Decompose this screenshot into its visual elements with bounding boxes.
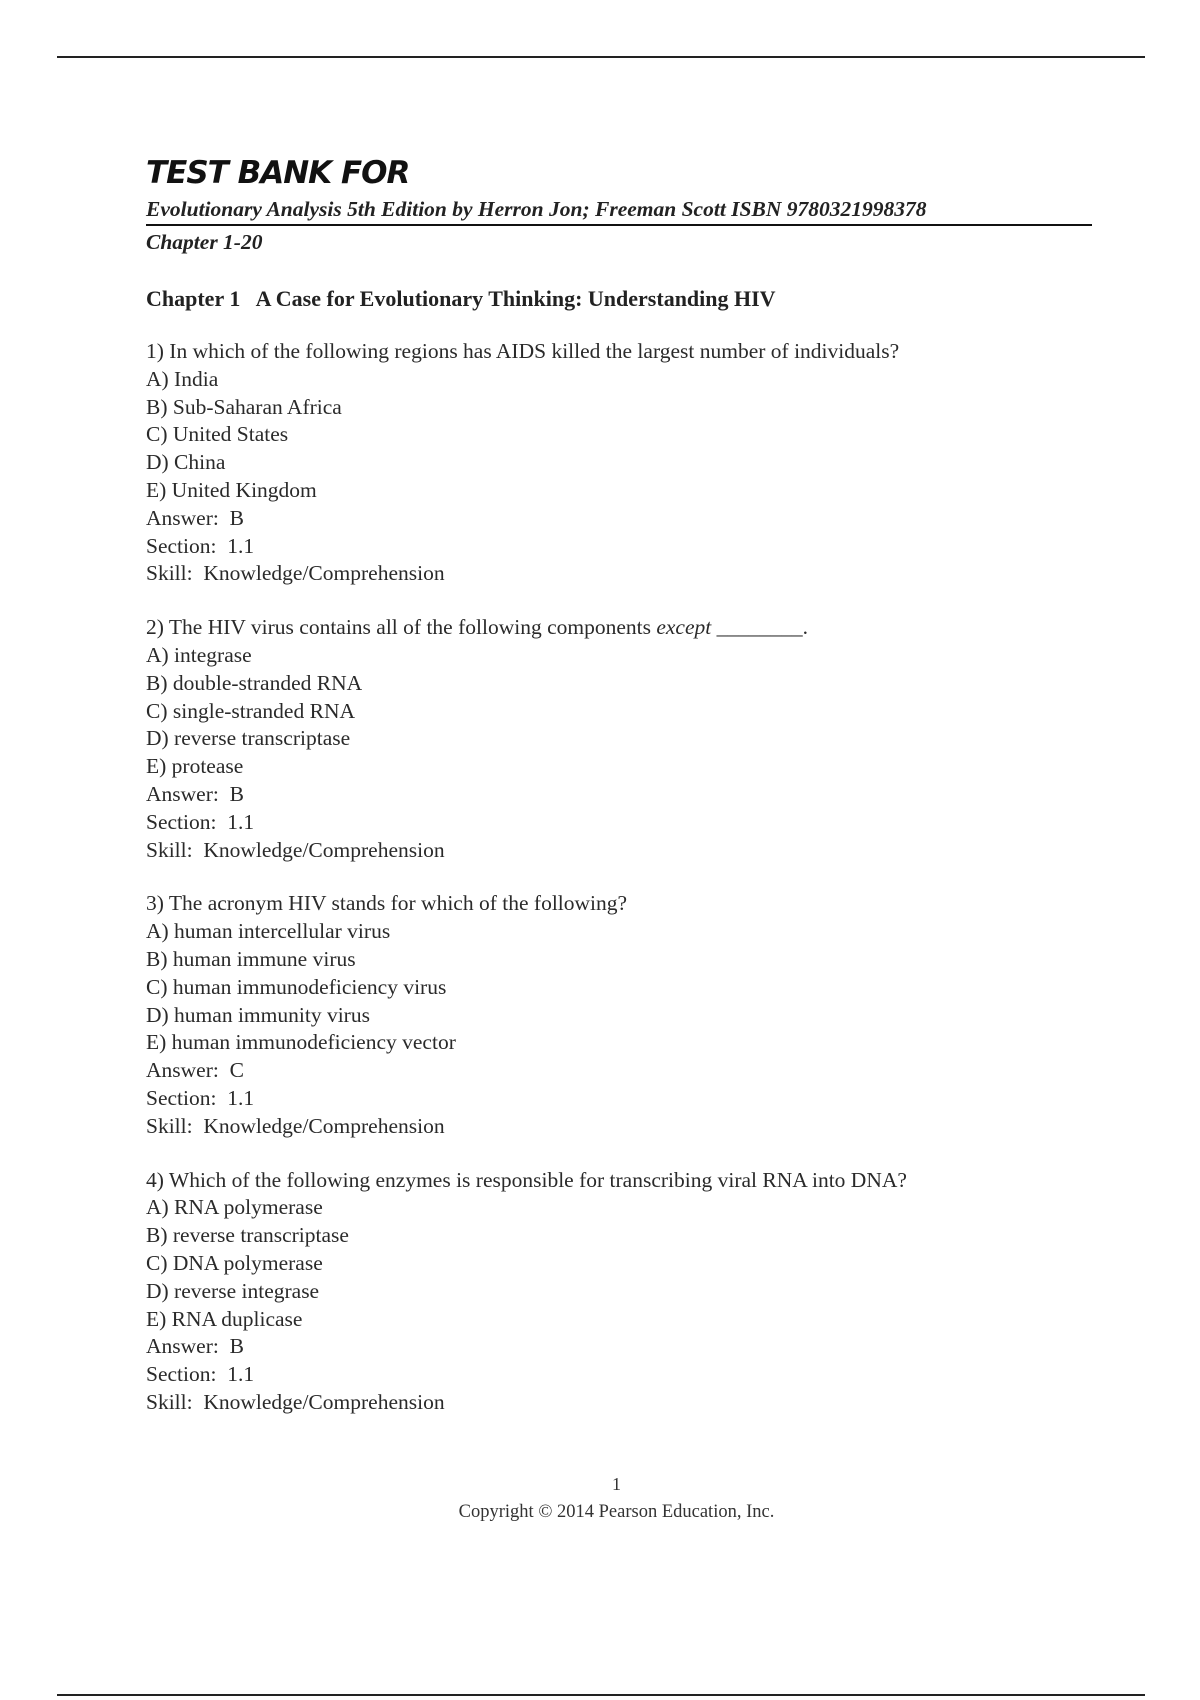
answer-option-e: E) human immunodeficiency vector bbox=[146, 1030, 456, 1055]
section-ref: Section: 1.1 bbox=[146, 809, 255, 834]
answer-option-d: D) China bbox=[146, 450, 226, 475]
copyright-notice: Copyright © 2014 Pearson Education, Inc. bbox=[458, 1502, 775, 1522]
page-number: 1 bbox=[612, 1474, 621, 1494]
answer-option-b: B) Sub-Saharan Africa bbox=[146, 394, 342, 419]
question-3 bbox=[146, 890, 1106, 1140]
question-4 bbox=[146, 1167, 1106, 1417]
question-stem bbox=[146, 614, 1106, 642]
stem-emphasis: except bbox=[656, 615, 712, 640]
answer-option-c: C) DNA polymerase bbox=[146, 1250, 323, 1275]
answer-option-b: B) reverse transcriptase bbox=[146, 1223, 349, 1248]
answer-option-a: A) RNA polymerase bbox=[146, 1195, 323, 1220]
question-list bbox=[146, 338, 1106, 1443]
answer-option-d: D) reverse transcriptase bbox=[146, 726, 351, 751]
answer-key: Answer: B bbox=[146, 1334, 244, 1359]
document-header bbox=[146, 152, 1092, 258]
section-ref: Section: 1.1 bbox=[146, 533, 255, 558]
answer-key: Answer: B bbox=[146, 505, 244, 530]
answer-option-c: C) United States bbox=[146, 422, 289, 447]
question-2 bbox=[146, 614, 1106, 864]
answer-option-c: C) human immunodeficiency virus bbox=[146, 974, 447, 999]
answer-option-e: E) protease bbox=[146, 754, 244, 779]
section-ref: Section: 1.1 bbox=[146, 1362, 255, 1387]
answer-option-e: E) United Kingdom bbox=[146, 477, 317, 502]
bottom-rule bbox=[57, 1694, 1145, 1696]
answer-option-e: E) RNA duplicase bbox=[146, 1306, 303, 1331]
question-1 bbox=[146, 338, 1106, 588]
section-ref: Section: 1.1 bbox=[146, 1085, 255, 1110]
top-rule bbox=[57, 56, 1145, 58]
stem-blank: ________. bbox=[711, 615, 808, 640]
skill-level: Skill: Knowledge/Comprehension bbox=[146, 1389, 445, 1414]
question-stem: 3) The acronym HIV stands for which of the following? bbox=[146, 891, 628, 916]
answer-option-d: D) reverse integrase bbox=[146, 1278, 320, 1303]
answer-option-a: A) India bbox=[146, 366, 219, 391]
answer-option-a: A) human intercellular virus bbox=[146, 919, 391, 944]
chapter-range: Chapter 1-20 bbox=[146, 230, 263, 254]
answer-option-a: A) integrase bbox=[146, 642, 252, 667]
answer-key: Answer: C bbox=[146, 1058, 244, 1083]
book-title-line: Evolutionary Analysis 5th Edition by Herron Jon; Freeman Scott ISBN 9780321998378 bbox=[146, 194, 1092, 226]
skill-level: Skill: Knowledge/Comprehension bbox=[146, 1113, 445, 1138]
stem-text: 2) The HIV virus contains all of the following components bbox=[146, 615, 657, 640]
answer-option-b: B) human immune virus bbox=[146, 946, 356, 971]
skill-level: Skill: Knowledge/Comprehension bbox=[146, 561, 445, 586]
answer-option-c: C) single-stranded RNA bbox=[146, 698, 355, 723]
test-bank-title: TEST BANK FOR bbox=[146, 155, 410, 191]
page-footer bbox=[0, 1470, 1200, 1526]
question-stem: 1) In which of the following regions has AIDS killed the largest number of individuals? bbox=[146, 339, 900, 363]
question-stem: 4) Which of the following enzymes is responsible for transcribing viral RNA into DNA? bbox=[146, 1167, 907, 1192]
answer-option-d: D) human immunity virus bbox=[146, 1002, 370, 1027]
answer-key: Answer: B bbox=[146, 781, 244, 806]
answer-option-b: B) double-stranded RNA bbox=[146, 670, 363, 695]
skill-level: Skill: Knowledge/Comprehension bbox=[146, 837, 445, 862]
chapter-heading: Chapter 1 A Case for Evolutionary Thinking: Understanding HIV bbox=[146, 286, 776, 311]
